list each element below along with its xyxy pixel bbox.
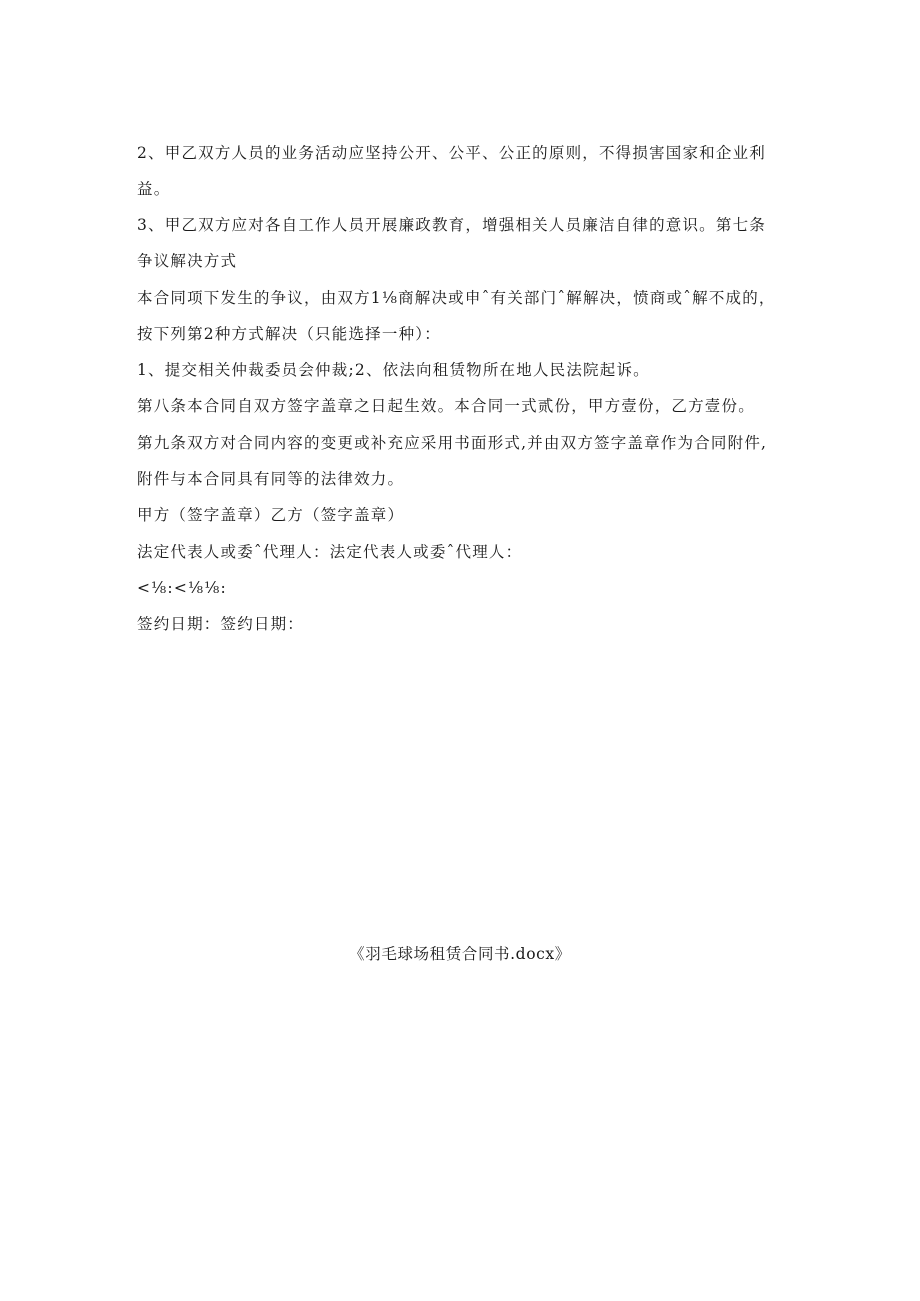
signature-garbled-line: <⅛:<⅛⅛: [137,579,227,597]
paragraph-clause-3-line-1: 3、甲乙双方应对各自工作人员开展廉政教育，增强相关人员廉洁自律的意识。第七条 [137,216,766,234]
section-heading-dispute-resolution: 争议解决方式 [137,252,238,270]
paragraph-clause-2-line-2: 益。 [137,180,171,198]
paragraph-dispute-line-1: 本合同项下发生的争议，由双方1⅛商解决或申ˆ有关部门ˆ解解决，愤商或ˆ解不成的， [137,289,776,307]
signature-representatives-line: 法定代表人或委ˆ代理人：法定代表人或委ˆ代理人： [137,543,523,561]
paragraph-article-9-line-1: 第九条双方对合同内容的变更或补充应采用书面形式,并由双方签字盖章作为合同附件, [137,434,768,452]
paragraph-dispute-line-2: 按下列第2种方式解决（只能选择一种）： [137,325,441,343]
paragraph-article-8: 第八条本合同自双方签字盖章之日起生效。本合同一式贰份，甲方壹份，乙方壹份。 [137,397,755,415]
signature-parties-line: 甲方（签字盖章）乙方（签字盖章） [137,506,405,524]
signature-date-line: 签约日期：签约日期： [137,615,305,633]
document-filename-footer: 《羽毛球场租赁合同书.docx》 [349,945,571,963]
paragraph-article-9-line-2: 附件与本合同具有同等的法律效力。 [137,470,405,488]
paragraph-clause-2-line-1: 2、甲乙双方人员的业务活动应坚持公开、公平、公正的原则，不得损害国家和企业利 [137,144,766,162]
paragraph-dispute-options: 1、提交相关仲裁委员会仲裁;2、依法向租赁物所在地人民法院起诉。 [137,361,650,379]
